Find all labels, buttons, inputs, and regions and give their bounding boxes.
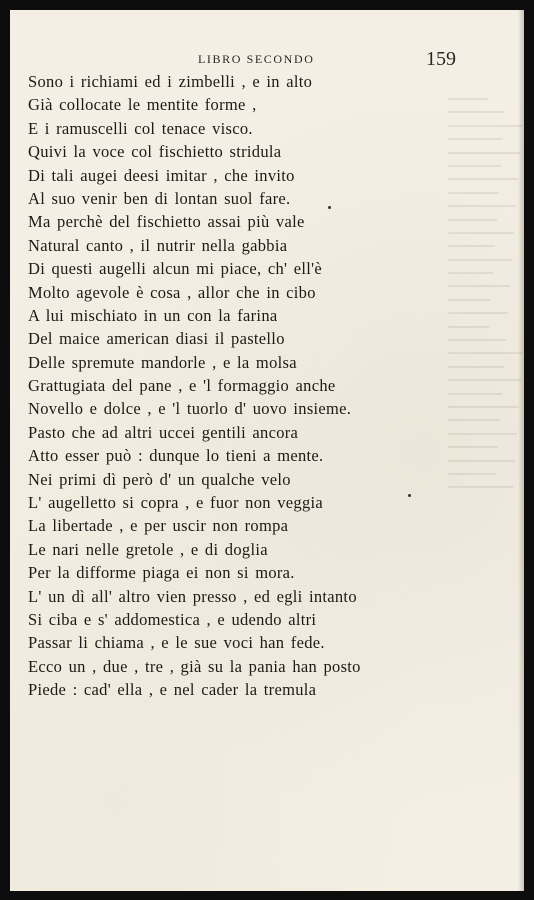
verse-line: Natural canto , il nutrir nella gabbia bbox=[28, 235, 288, 255]
verse-line: Grattugiata del pane , e 'l formaggio anche bbox=[28, 376, 336, 396]
verse-line: Le nari nelle gretole , e di doglia bbox=[28, 539, 268, 559]
verse-line: Sono i richiami ed i zimbelli , e in alto bbox=[28, 72, 313, 91]
verse-line: Ma perchè del fischietto assai più vale bbox=[28, 212, 305, 232]
verse-line: Nei primi dì però d' un qualche velo bbox=[28, 469, 291, 489]
book-page bbox=[10, 10, 524, 891]
verse-line: Per la difforme piaga ei non si mora. bbox=[28, 563, 295, 583]
verse-line: Si ciba e s' addomestica , e udendo altri bbox=[28, 609, 317, 629]
ink-speck bbox=[408, 494, 411, 497]
verse-line: Piede : cad' ella , e nel cader la tremula bbox=[28, 680, 317, 700]
verse-line: Atto esser può : dunque lo tieni a mente. bbox=[28, 446, 324, 466]
running-head: LIBRO SECONDO bbox=[198, 52, 315, 66]
verse-line: Quivi la voce col fischietto stridula bbox=[28, 142, 282, 162]
verse-line: Novello e dolce , e 'l tuorlo d' uovo insieme. bbox=[28, 399, 352, 419]
verse-line: L' un dì all' altro vien presso , ed egli intanto bbox=[28, 586, 357, 606]
verse-block bbox=[28, 70, 518, 702]
verse-line: E i ramuscelli col tenace visco. bbox=[28, 118, 253, 138]
verse-line: A lui mischiato in un con la farina bbox=[28, 305, 278, 325]
verse-line: Pasto che ad altri uccei gentili ancora bbox=[28, 422, 299, 442]
verse-line: Di questi augelli alcun mi piace, ch' ell'è bbox=[28, 259, 323, 279]
verse-line: La libertade , e per uscir non rompa bbox=[28, 516, 289, 536]
verse-line: Al suo venir ben di lontan suol fare. bbox=[28, 188, 291, 208]
verse-line: Già collocate le mentite forme , bbox=[28, 95, 257, 115]
verse-line: Molto agevole è cosa , allor che in cibo bbox=[28, 282, 316, 302]
verse-line: Del maice american diasi il pastello bbox=[28, 329, 285, 349]
ink-speck bbox=[328, 206, 331, 209]
verse-line: Passar li chiama , e le sue voci han fede. bbox=[28, 633, 325, 653]
verse-line: Ecco un , due , tre , già su la pania han posto bbox=[28, 656, 361, 676]
page-number: 159 bbox=[426, 48, 456, 70]
verse-line: Di tali augei deesi imitar , che invito bbox=[28, 165, 295, 185]
verse-line: L' augelletto si copra , e fuor non veggia bbox=[28, 493, 324, 513]
verse-line: Delle spremute mandorle , e la molsa bbox=[28, 352, 297, 372]
